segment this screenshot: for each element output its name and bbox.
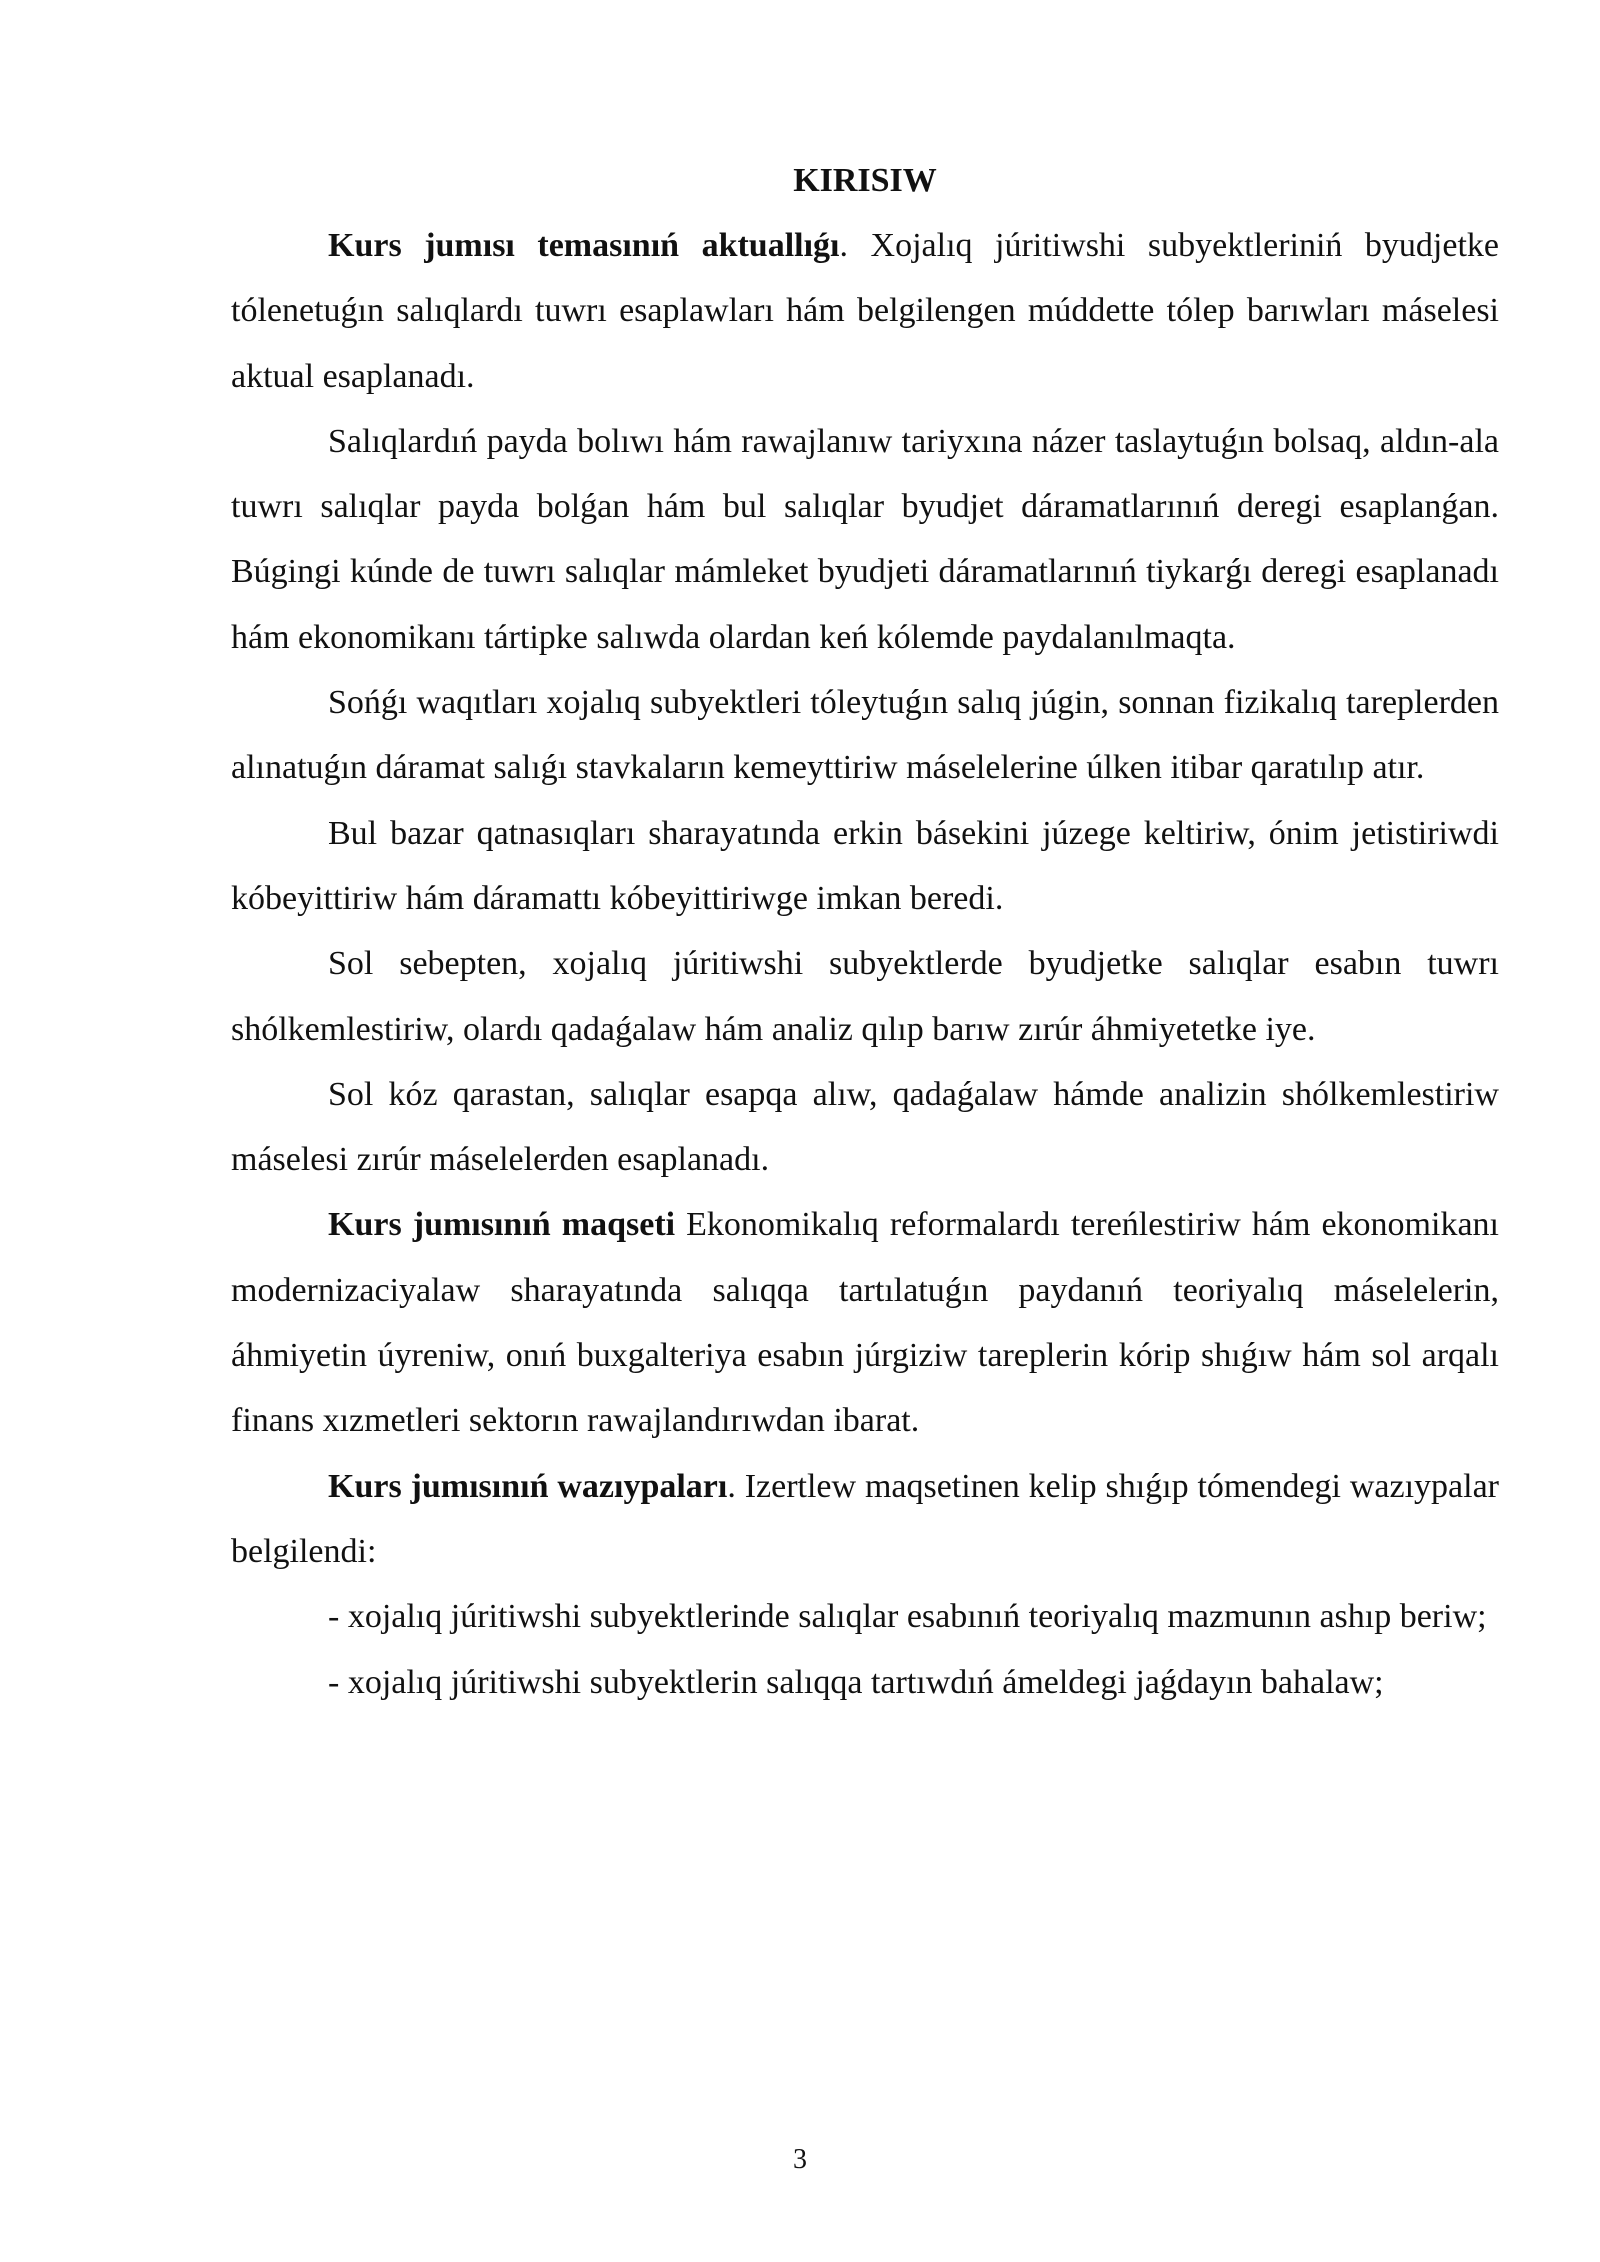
- paragraph-text: . Izertlew maqsetinen kelip shıǵıp tómendegi wazıypalar belgilendi:: [231, 1467, 1500, 1570]
- paragraph-text: Sol kóz qarastan, salıqlar esapqa alıw, qadaǵalaw hámde analizin shólkemlestiriw máselesi zırúr máselelerden esaplanadı.: [231, 1075, 1499, 1179]
- paragraph-tax-burden: [231, 670, 1499, 801]
- paragraph-tax-history: [231, 409, 1499, 670]
- paragraph-text: Ekonomikalıq reformalardı tereńlestiriw hám ekonomikanı modernizaciyalaw sharayatında salıqqa tartılatuǵın paydanıń teoriyalıq máselelerin, áhmiyetin úyreniw, onıń buxgalteriya esabın júrgiziw tareplerin kórip shıǵıw hám sol arqalı finans xızmetleri sektorın rawajlandırıwdan ibarat.: [231, 1206, 1499, 1440]
- paragraph-text: Sol sebepten, xojalıq júritiwshi subyektlerde byudjetke salıqlar esabın tuwrı shólkemlestiriw, olardı qadaǵalaw hám analiz qılıp barıw zırúr áhmiyetetke iye.: [231, 945, 1499, 1048]
- page-number: 3: [793, 2144, 807, 2175]
- paragraph-lead: Kurs jumısı temasınıń aktuallıǵı: [328, 227, 840, 264]
- document-body: [231, 148, 1499, 1715]
- paragraph-text: . Xojalıq júritiwshi subyektleriniń byudjetke tólenetuǵın salıqlardı tuwrı esaplawları hám belgilengen múddette tólep barıwları máselesi aktual esaplanadı.: [231, 227, 1499, 395]
- list-item-task-1: [231, 1584, 1499, 1649]
- paragraph-relevance: [231, 213, 1499, 409]
- paragraph-text: - xojalıq júritiwshi subyektlerinde salıqlar esabınıń teoriyalıq mazmunın ashıp beriw;: [328, 1598, 1487, 1636]
- paragraph-lead: Kurs jumısınıń wazıypaları: [328, 1467, 728, 1505]
- paragraph-lead: Kurs jumısınıń maqseti: [328, 1206, 676, 1244]
- page-title: KIRISIW: [793, 162, 937, 199]
- list-item-task-2: [231, 1650, 1499, 1715]
- paragraph-goal: [231, 1192, 1499, 1453]
- paragraph-text: Bul bazar qatnasıqları sharayatında erkin básekini júzege keltiriw, ónim jetistiriwdi kóbeyittiriw hám dáramattı kóbeyittiriwge imkan beredi.: [231, 814, 1499, 917]
- paragraph-accounting-importance: [231, 931, 1499, 1062]
- paragraph-market-relations: [231, 801, 1499, 932]
- paragraph-viewpoint: [231, 1062, 1499, 1193]
- paragraph-tasks: [231, 1454, 1499, 1585]
- paragraph-text: Sońǵı waqıtları xojalıq subyektleri tóleytuǵın salıq júgin, sonnan fizikalıq tareplerden alınatuǵın dáramat salıǵı stavkaların kemeyttiriw máselelerine úlken itibar qaratılıp atır.: [231, 684, 1499, 787]
- paragraph-text: Salıqlardıń payda bolıwı hám rawajlanıw tariyxına názer taslaytuǵın bolsaq, aldın-ala tuwrı salıqlar payda bolǵan hám bul salıqlar byudjet dáramatlarınıń deregi esaplanǵan. Búgingi kúnde de tuwrı salıqlar mámleket byudjeti dáramatlarınıń tiykarǵı deregi esaplanadı hám ekonomikanı tártipke salıwda olardan keń kólemde paydalanılmaqta.: [231, 422, 1499, 656]
- paragraph-text: - xojalıq júritiwshi subyektlerin salıqqa tartıwdıń ámeldegi jaǵdayın bahalaw;: [328, 1663, 1384, 1701]
